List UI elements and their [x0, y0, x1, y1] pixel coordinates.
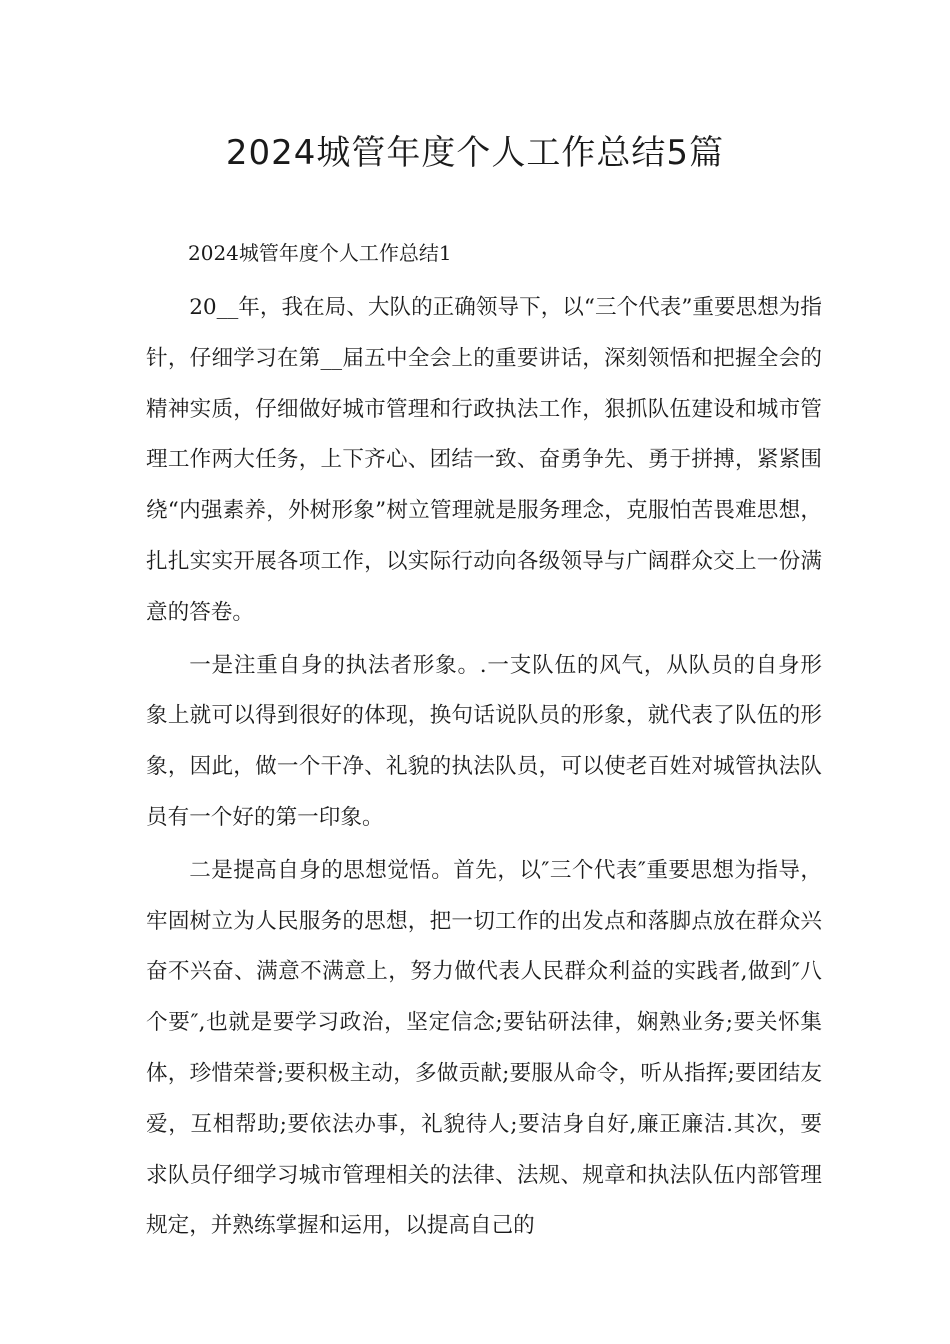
paragraph: 一是注重自身的执法者形象。.一支队伍的风气，从队员的自身形象上就可以得到很好的体现，换句话说队员的形象，就代表了队伍的形象，因此，做一个干净、礼貌的执法队员，可以使老百姓对城管执法队员有一个好的第一印象。 [146, 652, 822, 830]
document-body [146, 283, 822, 1254]
paragraph: 20__年，我在局、大队的正确领导下，以“三个代表”重要思想为指针，仔细学习在第__届五中全会上的重要讲话，深刻领悟和把握全会的精神实质，仔细做好城市管理和行政执法工作，狠抓队伍建设和城市管理工作两大任务，上下齐心、团结一致、奋勇争先、勇于拼搏，紧紧围绕“内强素养，外树形象”树立管理就是服务理念，克服怕苦畏难思想，扎扎实实开展各项工作，以实际行动向各级领导与广阔群众交上一份满意的答卷。 [146, 295, 822, 625]
document-title: 2024城管年度个人工作总结5篇 [225, 133, 725, 173]
paragraph: 二是提高自身的思想觉悟。首先，以″三个代表″重要思想为指导，牢固树立为人民服务的思想，把一切工作的出发点和落脚点放在群众兴奋不兴奋、满意不满意上，努力做代表人民群众利益的实践者,做到″八个要″,也就是要学习政治，坚定信念;要钻研法律，娴熟业务;要关怀集体，珍惜荣誉;要积极主动，多做贡献;要服从命令，听从指挥;要团结友爱，互相帮助;要依法办事，礼貌待人;要洁身自好,廉正廉洁.其次，要求队员仔细学习城市管理相关的法律、法规、规章和执法队伍内部管理规定，并熟练掌握和运用，以提高自己的 [146, 857, 822, 1239]
section-heading: 2024城管年度个人工作总结1 [188, 241, 452, 265]
